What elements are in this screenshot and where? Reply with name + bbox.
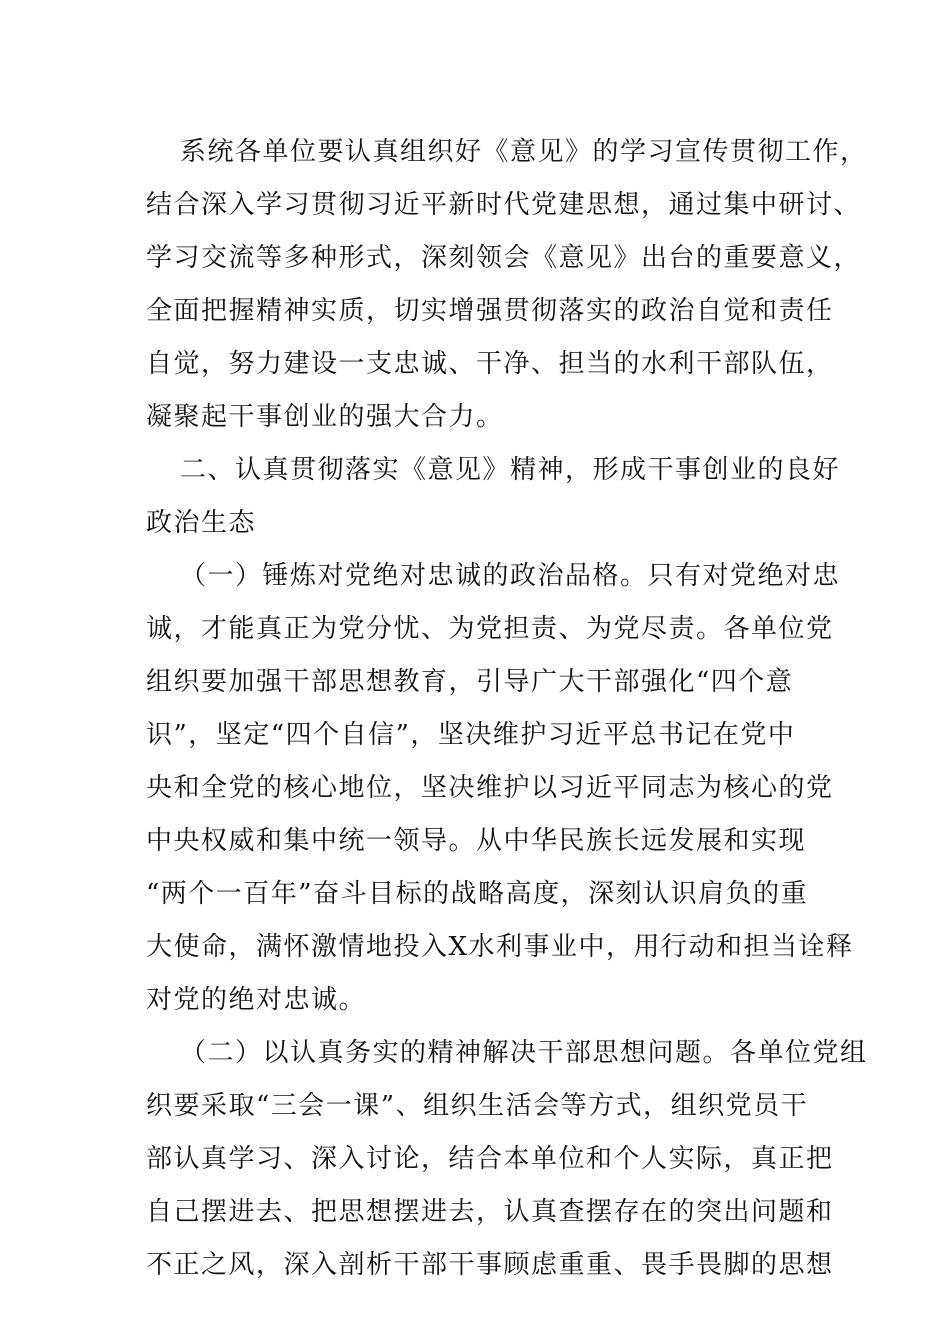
text-line: 自己摆进去、把思想摆进去，认真查摆存在的突出问题和	[146, 1197, 834, 1227]
document-body	[146, 126, 868, 1292]
text-line: 对党的绝对忠诚。	[146, 985, 367, 1015]
text-line: 结合深入学习贯彻习近平新时代党建思想，通过集中研讨、	[146, 190, 862, 220]
text-line: （二）以认真务实的精神解决干部思想问题。各单位党组	[180, 1038, 868, 1068]
text-line: 诚，才能真正为党分忧、为党担责、为党尽责。各单位党	[146, 614, 834, 644]
text-line: 全面把握精神实质，切实增强贯彻落实的政治自觉和责任	[146, 296, 834, 326]
text-line: 系统各单位要认真组织好《意见》的学习宣传贯彻工作，	[180, 137, 868, 167]
text-line: 不正之风，深入剖析干部干事顾虑重重、畏手畏脚的思想	[146, 1250, 834, 1280]
text-line: 凝聚起干事创业的强大合力。	[146, 402, 504, 432]
text-line: 学习交流等多种形式，深刻领会《意见》出台的重要意义，	[146, 243, 862, 273]
text-line: 自觉，努力建设一支忠诚、干净、担当的水利干部队伍，	[146, 349, 834, 379]
text-line: 中央权威和集中统一领导。从中华民族长远发展和实现	[146, 826, 807, 856]
text-line: 部认真学习、深入讨论，结合本单位和个人实际，真正把	[146, 1144, 834, 1174]
text-line: 大使命，满怀激情地投入X水利事业中，用行动和担当诠释	[146, 932, 854, 962]
text-line: 央和全党的核心地位，坚决维护以习近平同志为核心的党	[146, 773, 834, 803]
text-line: “两个一百年”奋斗目标的战略高度，深刻认识肩负的重	[146, 879, 809, 909]
text-line: （一）锤炼对党绝对忠诚的政治品格。只有对党绝对忠	[180, 561, 841, 591]
text-line: 组织要加强干部思想教育，引导广大干部强化“四个意	[146, 667, 794, 697]
text-line: 织要采取“三会一课”、组织生活会等方式，组织党员干	[146, 1091, 809, 1121]
section-heading-line: 政治生态	[146, 508, 257, 538]
section-heading-line: 二、认真贯彻落实《意见》精神，形成干事创业的良好	[180, 455, 841, 485]
text-line: 识”，坚定“四个自信”，坚决维护习近平总书记在党中	[146, 720, 796, 750]
